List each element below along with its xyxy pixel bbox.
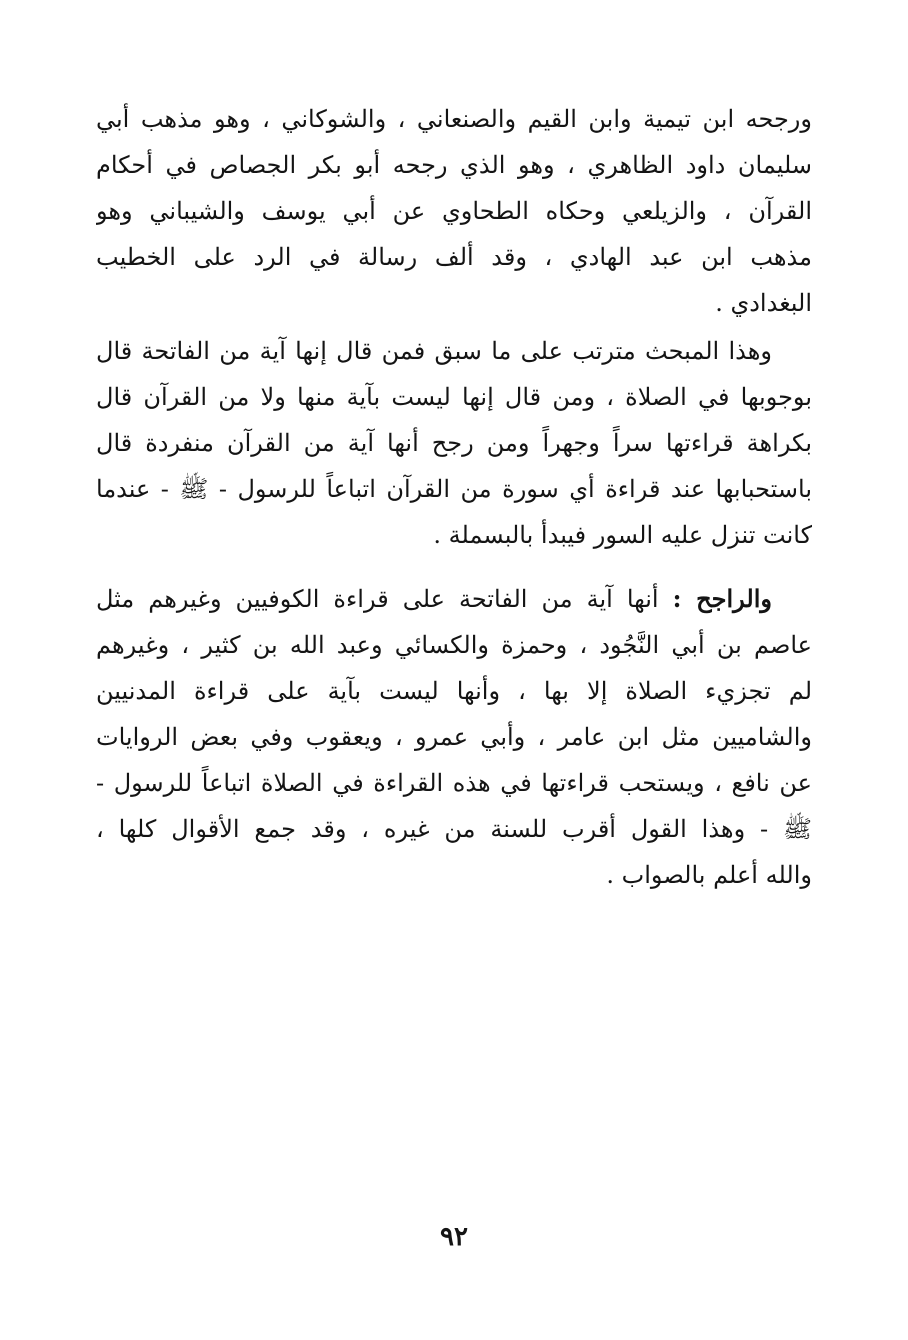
paragraph-3-line-7: والله أعلم بالصواب .	[606, 861, 812, 889]
paragraph-3-line-4: والشاميين مثل ابن عامر ، وأبي عمرو ، ويعقوب وفي بعض الروايات	[96, 723, 812, 751]
paragraph-1-line-1: ورجحه ابن تيمية وابن القيم والصنعاني ، والشوكاني ، وهو مذهب أبي	[96, 105, 812, 133]
paragraph-2-line-5: كانت تنزل عليه السور فيبدأ بالبسملة .	[433, 521, 812, 549]
paragraph-3	[96, 576, 812, 898]
paragraph-1-line-4: مذهب ابن عبد الهادي ، وقد ألف رسالة في الرد على الخطيب	[96, 243, 812, 271]
paragraph-3-line-3: لم تجزيء الصلاة إلا بها ، وأنها ليست بآية على قراءة المدنيين	[96, 677, 812, 705]
paragraph-2	[96, 328, 812, 558]
paragraph-1-line-5: البغدادي .	[715, 289, 812, 317]
paragraph-3-line-1	[96, 576, 812, 622]
paragraph-2-line-3: بكراهة قراءتها سراً وجهراً ومن رجح أنها آية من القرآن منفردة قال	[96, 429, 812, 457]
paragraph-3-line-6: ﷺ - وهذا القول أقرب للسنة من غيره ، وقد جمع الأقوال كلها ،	[96, 815, 812, 843]
paragraph-1-line-3: القرآن ، والزيلعي وحكاه الطحاوي عن أبي يوسف والشيباني وهو	[96, 197, 812, 225]
paragraph-3-line-1-text: أنها آية من الفاتحة على قراءة الكوفيين وغيرهم مثل	[96, 585, 659, 613]
paragraph-3-line-2: عاصم بن أبي النَّجُود ، وحمزة والكسائي وعبد الله بن كثير ، وغيرهم	[96, 631, 812, 659]
paragraph-2-line-1: وهذا المبحث مترتب على ما سبق فمن قال إنها آية من الفاتحة قال	[96, 337, 772, 365]
paragraph-2-line-4: باستحبابها عند قراءة أي سورة من القرآن اتباعاً للرسول - ﷺ - عندما	[96, 475, 812, 503]
paragraph-1-line-2: سليمان داود الظاهري ، وهو الذي رجحه أبو بكر الجصاص في أحكام	[96, 151, 812, 179]
paragraph-2-line-2: بوجوبها في الصلاة ، ومن قال إنها ليست بآية منها ولا من القرآن قال	[96, 383, 812, 411]
conclusion-heading: والراجح :	[672, 584, 772, 613]
paragraph-1	[96, 96, 812, 326]
paragraph-3-line-5: عن نافع ، ويستحب قراءتها في هذه القراءة في الصلاة اتباعاً للرسول -	[96, 769, 812, 797]
page-number: ٩٢	[440, 1222, 468, 1252]
